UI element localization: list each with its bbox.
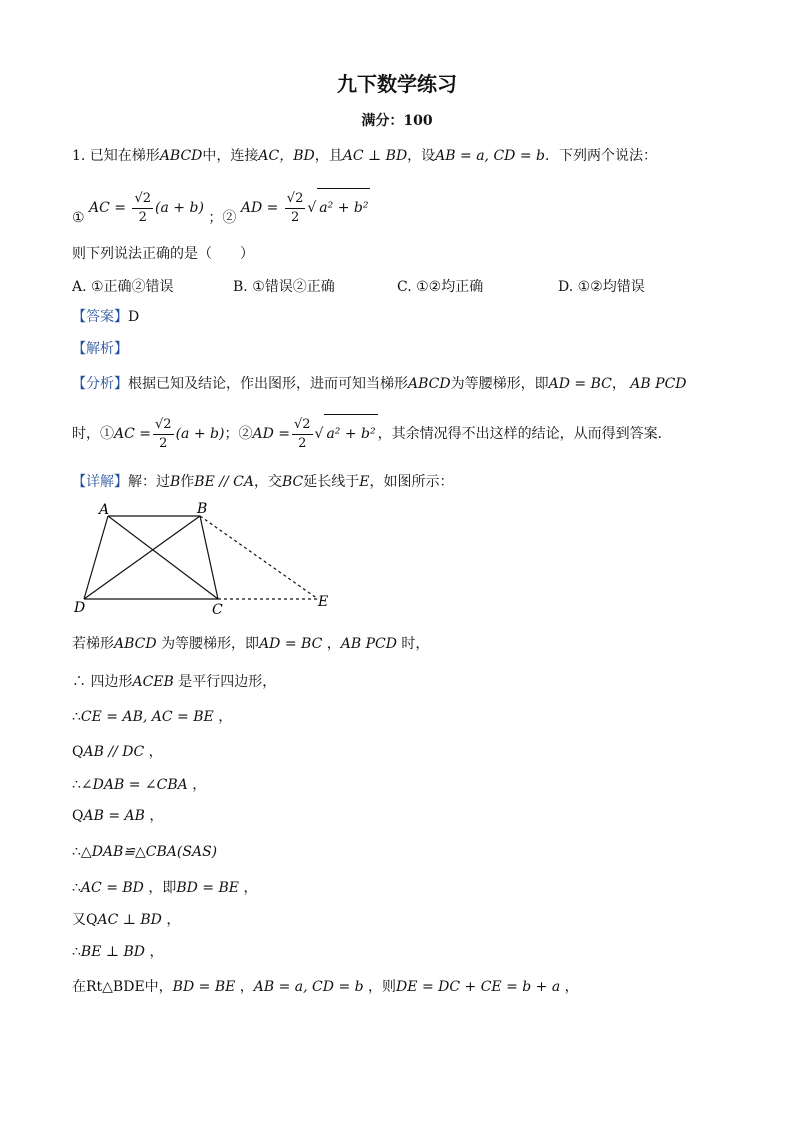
proof-step bbox=[72, 707, 232, 727]
segment-bc bbox=[200, 516, 218, 599]
math-bc: BC bbox=[281, 474, 304, 490]
proof-text: ∴ bbox=[72, 709, 81, 725]
math-perp: AC ⊥ BD bbox=[342, 148, 408, 164]
proof-step bbox=[72, 806, 163, 826]
label-e: E bbox=[318, 594, 329, 610]
statement-2-marker: ；② bbox=[208, 210, 237, 226]
page-subtitle: 满分：100 bbox=[361, 113, 433, 129]
radical-sign: √ bbox=[307, 200, 317, 216]
proof-text: ， bbox=[192, 777, 207, 793]
proof-text: ， bbox=[218, 709, 233, 725]
proof-math: CE = AB, AC = BE bbox=[80, 709, 214, 725]
fraction bbox=[292, 416, 313, 453]
fenxi-text: ，其余情况得不出这样的结论，从而得到答案． bbox=[377, 426, 672, 442]
proof-math: DE = DC + CE = b + a bbox=[396, 979, 561, 995]
fenxi-text: ， bbox=[611, 376, 626, 392]
proof-math: △DAB≌△CBA(SAS) bbox=[80, 844, 218, 860]
proof-text: ∴ 四边形 bbox=[72, 674, 133, 690]
page-title: 九下数学练习 bbox=[337, 72, 457, 96]
diagonal-ac bbox=[108, 516, 218, 599]
answer-line bbox=[72, 307, 139, 327]
proof-text: ，即 bbox=[148, 880, 177, 896]
proof-text: 为等腰梯形，即 bbox=[161, 636, 260, 652]
fenxi-text: 根据已知及结论，作出图形，进而可知当梯形 bbox=[128, 376, 408, 392]
fenxi-text: ；② bbox=[224, 426, 253, 442]
radicand: a² + b² bbox=[324, 414, 377, 453]
proof-text: ， bbox=[239, 979, 254, 995]
fenxi-text: 为等腰梯形，即 bbox=[450, 376, 549, 392]
proof-text: 在Rt△BDE中， bbox=[72, 979, 173, 995]
math-ac-bd: AC，BD bbox=[258, 148, 315, 164]
answer-tag: 【答案】 bbox=[72, 309, 128, 325]
proof-math: AB = AB bbox=[83, 808, 145, 824]
proof-text: 若梯形 bbox=[72, 636, 114, 652]
proof-math: BD = BE bbox=[176, 880, 239, 896]
proof-math: AD = BC bbox=[259, 636, 323, 652]
detail-text: ，交 bbox=[253, 474, 282, 490]
fraction-denominator: 2 bbox=[290, 209, 300, 225]
proof-text: ∴ bbox=[72, 880, 81, 896]
label-a: A bbox=[99, 502, 110, 518]
math-ad-eq: AD = bbox=[240, 200, 279, 216]
option-c: C. ①②均正确 bbox=[397, 279, 484, 295]
detail-text: 延长线于 bbox=[303, 474, 360, 490]
proof-step bbox=[72, 842, 217, 862]
proof-math: AC ⊥ BD bbox=[97, 912, 162, 928]
radicand: a² + b² bbox=[317, 188, 370, 227]
math-ab-pcd: AB PCD bbox=[630, 376, 687, 392]
proof-text: ， bbox=[148, 744, 163, 760]
fraction bbox=[132, 190, 153, 227]
detail-line bbox=[72, 472, 453, 492]
trapezoid-figure bbox=[68, 500, 348, 620]
fraction bbox=[153, 416, 174, 453]
fenxi-tag: 【分析】 bbox=[72, 376, 128, 392]
proof-text: ∴ bbox=[72, 944, 81, 960]
question-1-statements bbox=[72, 188, 370, 227]
proof-text: ， bbox=[243, 880, 258, 896]
proof-step bbox=[72, 742, 163, 762]
proof-text: ， bbox=[326, 636, 341, 652]
proof-text: 又Q bbox=[72, 912, 98, 928]
proof-step bbox=[72, 878, 257, 898]
proof-math: ∠DAB = ∠CBA bbox=[80, 777, 188, 793]
fenxi-text: 时，① bbox=[72, 426, 114, 442]
math-be-ca: BE // CA bbox=[194, 474, 254, 490]
stem-text: ，设 bbox=[407, 148, 436, 164]
analysis-header bbox=[72, 339, 128, 359]
math-abcd: ABCD bbox=[159, 148, 203, 164]
proof-step bbox=[72, 672, 276, 692]
fraction-numerator: √2 bbox=[292, 416, 313, 435]
fenxi-line-1 bbox=[72, 374, 687, 394]
math-ab-cd: AB = a, CD = b bbox=[435, 148, 545, 164]
radical-sign: √ bbox=[314, 426, 324, 442]
proof-text: ∴ bbox=[72, 844, 81, 860]
detail-text: ，如图所示： bbox=[369, 474, 454, 490]
proof-text: ， bbox=[149, 808, 164, 824]
proof-text: Q bbox=[72, 744, 84, 760]
option-d: D. ①②均错误 bbox=[558, 279, 645, 295]
fenxi-line-2 bbox=[72, 414, 672, 453]
proof-text: ， bbox=[149, 944, 164, 960]
proof-math: AC = BD bbox=[80, 880, 144, 896]
math-b: B bbox=[170, 474, 181, 490]
question-1-prompt: 则下列说法正确的是（ ） bbox=[72, 246, 254, 262]
math-ac-eq: AC = bbox=[114, 426, 152, 442]
proof-math: AB PCD bbox=[340, 636, 397, 652]
proof-step bbox=[72, 942, 163, 962]
option-a: A. ①正确②错误 bbox=[72, 279, 174, 295]
fraction-denominator: 2 bbox=[138, 209, 147, 225]
proof-math: AB = a, CD = b bbox=[253, 979, 364, 995]
fraction-numerator: √2 bbox=[132, 190, 153, 209]
proof-text: ，则 bbox=[368, 979, 397, 995]
proof-step bbox=[72, 775, 206, 795]
stem-text: 1. 已知在梯形 bbox=[72, 148, 160, 164]
math-abcd: ABCD bbox=[408, 376, 451, 392]
math-ac-eq: AC = bbox=[89, 200, 127, 216]
fraction-denominator: 2 bbox=[298, 435, 307, 451]
segment-ad bbox=[84, 516, 108, 599]
label-b: B bbox=[197, 501, 208, 517]
answer-value: D bbox=[128, 309, 140, 325]
proof-step bbox=[72, 910, 180, 930]
diagonal-bd bbox=[84, 516, 200, 599]
proof-text: 时， bbox=[401, 636, 430, 652]
label-d: D bbox=[74, 600, 86, 616]
stem-text: 中，连接 bbox=[202, 148, 259, 164]
fraction bbox=[285, 190, 306, 227]
detail-text: 解：过 bbox=[128, 474, 170, 490]
proof-text: 是平行四边形， bbox=[178, 674, 277, 690]
stem-text: ．下列两个说法： bbox=[544, 148, 657, 164]
detail-tag: 【详解】 bbox=[72, 474, 128, 490]
statement-1-marker: ① bbox=[72, 210, 85, 226]
dashed-be bbox=[200, 516, 318, 599]
proof-step bbox=[72, 634, 429, 654]
label-c: C bbox=[212, 602, 223, 618]
proof-text: ∴ bbox=[72, 777, 81, 793]
proof-step bbox=[72, 977, 579, 997]
math-a-plus-b: (a + b) bbox=[155, 200, 204, 216]
stem-text: ，且 bbox=[314, 148, 343, 164]
math-ad-eq: AD = bbox=[252, 426, 290, 442]
proof-text: Q bbox=[72, 808, 84, 824]
proof-math: ABCD bbox=[114, 636, 157, 652]
proof-text: ， bbox=[166, 912, 181, 928]
math-e: E bbox=[359, 474, 370, 490]
fraction-numerator: √2 bbox=[153, 416, 174, 435]
math-ad-bc: AD = BC bbox=[548, 376, 612, 392]
detail-text: 作 bbox=[180, 474, 195, 490]
analysis-tag: 【解析】 bbox=[72, 341, 128, 357]
proof-text: ， bbox=[564, 979, 579, 995]
option-b: B. ①错误②正确 bbox=[233, 279, 335, 295]
proof-math: ACEB bbox=[132, 674, 174, 690]
fraction-denominator: 2 bbox=[159, 435, 168, 451]
proof-math: AB // DC bbox=[83, 744, 145, 760]
fraction-numerator: √2 bbox=[285, 190, 306, 209]
question-1-stem bbox=[72, 146, 657, 166]
math-a-plus-b: (a + b) bbox=[175, 426, 225, 442]
proof-math: BE ⊥ BD bbox=[80, 944, 146, 960]
proof-math: BD = BE bbox=[172, 979, 236, 995]
